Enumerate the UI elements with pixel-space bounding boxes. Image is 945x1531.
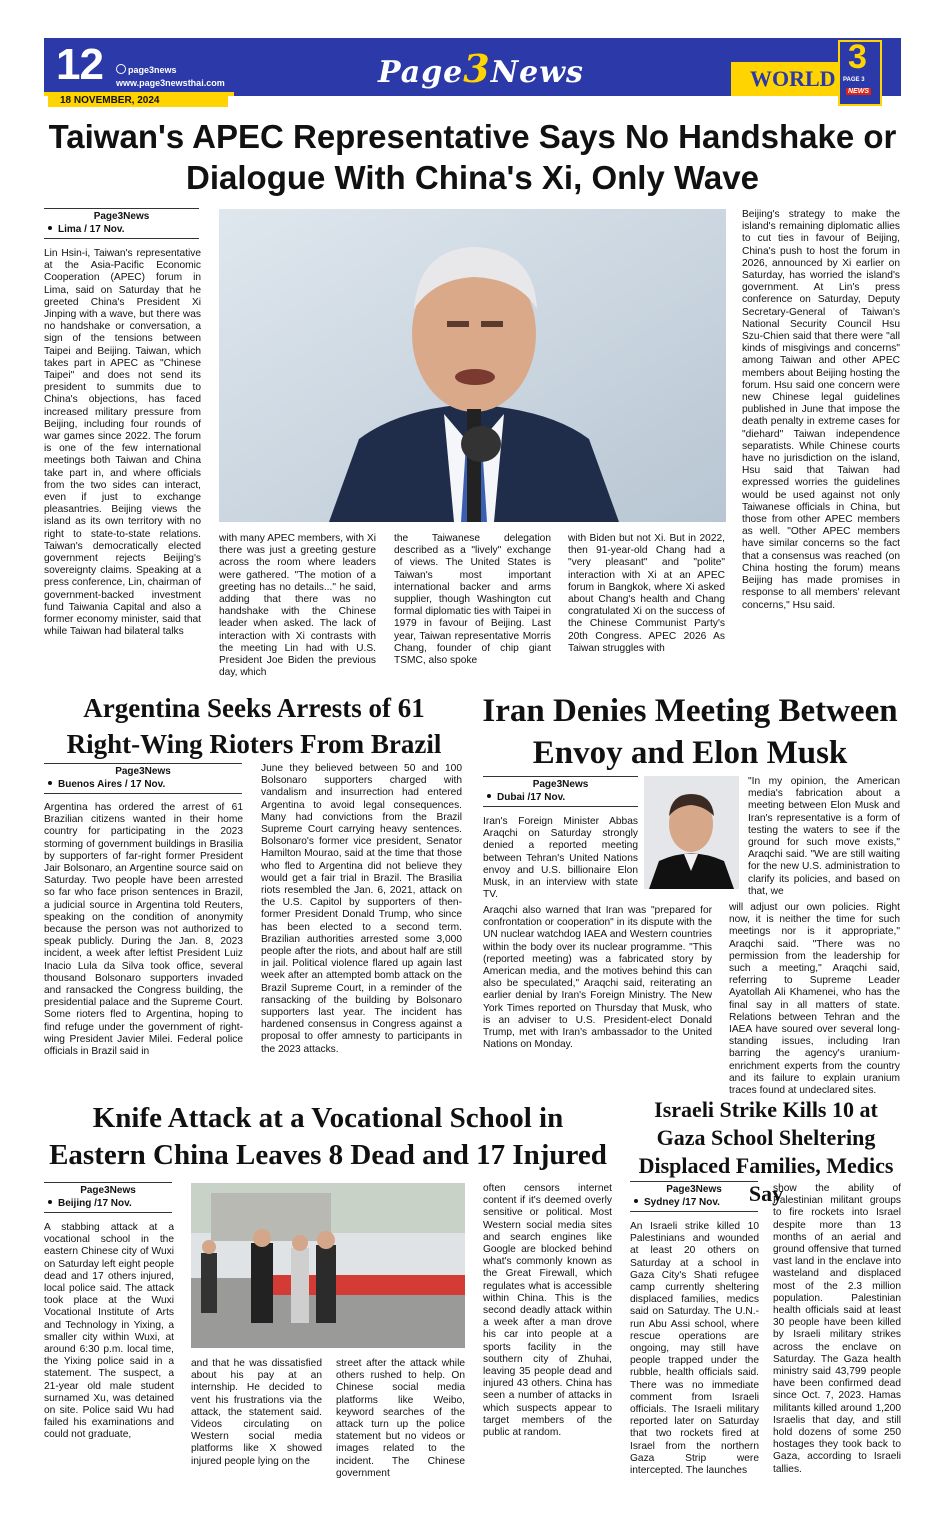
site-url[interactable]: www.page3newsthai.com [116, 78, 225, 88]
taiwan-col-3: the Taiwanese delegation described as a "lively" exchange of views. The United States is Taiwan's most important international backer and arms supplier, though Washington cut formal diplomatic ties with Taipei in 1979 in favour of Beijing. Last year, Taiwan representative Morris Chang, founder of chip giant TSMC, also spoke [394, 533, 551, 667]
iran-byline: Page3News Dubai /17 Nov. [483, 776, 638, 807]
iran-col-2: will adjust our own policies. Right now, it is neither the time for such meetings nor is it appropriate," Araqchi said. "There was no permission from the leadership for such a meeting," Araqchi said, referring to Supreme Leader Ayatollah Ali Khamenei, who has the final say in all matters of state. Relations between Tehran and the IAEA have soured over several long-standing issues, including Iran barring the agency's uranium-enrichment experts from the country and its failure to explain uranium traces found at undeclared sites. [729, 902, 900, 1097]
issue-date: 18 NOVEMBER, 2024 [48, 95, 228, 107]
page-number: 12 [56, 40, 103, 89]
gaza-byline: Page3News Sydney /17 Nov. [630, 1181, 758, 1212]
taiwan-col-4: with Biden but not Xi. But in 2022, then 91-year-old Chang had a "very pleasant" and "polite" interaction with Xi at an APEC forum in Bangkok, where Xi asked about Chang's health and Chang congratulated Xi on the success of the Chinese Communist Party's 20th Congress. APEC 2026 As Taiwan struggles with [568, 533, 725, 654]
masthead: Page3News [378, 46, 584, 91]
speaker-illustration [219, 209, 726, 522]
taiwan-col-5: Beijing's strategy to make the island's remaining diplomatic allies to cut ties in favour of Beijing, China's push to host the forum in 2026, announced by Xi earlier on Saturday, has worried the island's government. At Lin's press conference on Saturday, Deputy Secretary-General of Taiwan's National Security Council Hsu Szu-Chien said that there were "all kinds of misgivings and concerns" among Taiwan and other APEC members about Beijing hosting the forum. Hsu said one concern were new Chinese legal guidelines published in June that impose the death penalty in extreme cases for "diehard" Taiwan independence separatists. While Chinese courts have no jurisdiction on the island, Hsu said that Taiwan had expressed worries the guidelines would be used against not only Taiwanese officials in China, but those from other APEC members as well. "Other APEC members have similar concerns so the fact that a consensus was reached (on China hosting the forum) means Beijing has made promises in response to all members' relevant concerns," Hsu said. [742, 209, 900, 611]
gaza-col-1: An Israeli strike killed 10 Palestinians and wounded at least 20 others on Saturday at a school in Gaza City's Shati refugee camp currently sheltering displaced families, medics said on Saturday. The U.N.-run Abu Assi school, where rescue operations are ongoing, may still have people trapped under the rubble, health officials said. There was no immediate comment from Israeli officials. The Israeli military reported later on Saturday that two rockets fired at Israel from the northern Gaza Strip were intercepted. The launches [630, 1221, 759, 1477]
gaza-col-2: show the ability of Palestinian militant groups to fire rockets into Israel despite more than 13 months of an aerial and ground offensive that turned vast land in the enclave into wasteland and displaced most of the 2.3 million population. Palestinian health officials said at least 30 people have been killed by Israeli military strikes across the enclave on Saturday. The Gaza health ministry said 43,799 people have been confirmed dead since Oct. 7, 2023. Hamas militants killed around 1,200 Israelis that day, and still hold dozens of some 250 hostages they took back to Gaza, according to Israeli tallies. [773, 1183, 901, 1475]
section-label: WORLD [750, 66, 836, 91]
argentina-headline: Argentina Seeks Arrests of 61 Right-Wing Rioters From Brazil [66, 693, 442, 759]
taiwan-col-1: Lin Hsin-i, Taiwan's representative at the Asia-Pacific Economic Cooperation (APEC) forum in Lima, said on Saturday that he greeted China's President Xi Jinping with a wave, but there was no handshake or conversation, a sign of the tensions between Taipei and Beijing. Taiwan, which takes part in APEC as "Chinese Taipei" and does not send its president to summits due to China's objections, has faced increased military pressure from Beijing, including four rounds of war games since 2022. The forum is one of the few international meetings both Taiwan and China take part in, and where officials from the two sides can interact, even if just to exchange pleasantries. Beijing views the island as its own territory with no right to state-to-state relations. Taiwan's democratically elected government rejects Beijing's sovereignty claims. Speaking at a press conference, Lin, chairman of government-backed investment fund Taiwania Capital and also a former economy minister, said that while Taiwan had bilateral talks [44, 248, 201, 638]
school-scene-illustration [191, 1183, 465, 1348]
brand-logo: 3 PAGE 3 NEWS [838, 40, 882, 106]
taiwan-headline: Taiwan's APEC Representative Says No Handshake or Dialogue With China's Xi, Only Wave [48, 118, 897, 196]
argentina-col-1: Argentina has ordered the arrest of 61 Brazilian citizens wanted in their home country for participating in the 2023 storming of government buildings in Brasilia by supporters of far-right former President Jair Bolsonaro, an Argentine source said on Saturday. Two people have been arrested so far who face prison sentences in Brazil, a judicial source in Argentina told Reuters, speaking on the condition of anonymity because the person was not authorized to speak publicly. During the Jan. 8, 2023 incident, a week after leftist President Luiz Inacio Lula da Silva took office, several thousand Bolsonaro supporters invaded and ransacked the Congress building, the presidential palace and the Supreme Court. Some rioters fled to Argentina, hoping to find refuge under the government of right-wing President Javier Milei. Federal police officials in Brazil said in [44, 802, 243, 1058]
knife-byline: Page3News Beijing /17 Nov. [44, 1182, 172, 1213]
argentina-byline: Page3News Buenos Aires / 17 Nov. [44, 763, 242, 794]
knife-col-3: street after the attack while others rushed to help. On Chinese social media platforms like Weibo, keyword searches of the attack turn up the police statement but no videos or images related to the incident. The Chinese government [336, 1358, 465, 1479]
portrait-illustration [644, 776, 739, 889]
globe-icon [116, 64, 126, 74]
knife-col-4: often censors internet content if it's deemed overly sensitive or political. Most Western social media sites and search engines like Google are blocked behind what's commonly known as the Great Firewall, which regulates what is accessible within China. This is the second deadly attack within a week after a man drove his car into people at a sports facility in the southern city of Zhuhai, leaving 35 people dead and injured 43 others. China has seen a number of attacks in which suspects appear to target members of the public at random. [483, 1183, 612, 1439]
iran-photo [644, 776, 739, 889]
taiwan-photo [219, 209, 726, 522]
taiwan-col-2: with many APEC members, with Xi there was just a greeting gesture across the room where leaders were gathered. "The motion of a greeting has no details..." he said, adding that there was no handshake with the Chinese leader when asked. The lack of interaction with Xi contrasts with the meeting Lin had with U.S. President Joe Biden the previous day, which [219, 533, 376, 679]
gaza-headline: Israeli Strike Kills 10 at Gaza School Sheltering Displaced Families, Medics Say [638, 1097, 894, 1206]
iran-col-2-top: "In my opinion, the American media's fabrication about a meeting between Elon Musk and Iran's representative is a form of testing the waters to see if the ground for such move exists," Araqchi said. "We are still waiting for the new U.S. administration to clarify its policies, and based on that, we [748, 776, 900, 897]
knife-col-1: A stabbing attack at a vocational school in the eastern Chinese city of Wuxi on Saturday left eight people dead and 17 others injured, local police said. The attack took place at the Wuxi Vocational Institute of Arts and Technology in Yixing, a smaller city within Wuxi, at around 6:30 p.m. local time, the Yixing police said in a statement. The suspect, a 21-year old male student surnamed Xu, was detained on site. Police said Wu had failed his examinations and could not graduate, [44, 1222, 174, 1441]
iran-headline: Iran Denies Meeting Between Envoy and Elon Musk [482, 693, 898, 771]
knife-photo [191, 1183, 465, 1348]
argentina-col-2: June they believed between 50 and 100 Bolsonaro supporters charged with vandalism and insurrection had entered Argentina to avoid legal consequences. Many had convictions from the Brazil Supreme Court carrying heavy sentences. Bolsonaro's former vice president, Senator Hamilton Mourao, said at the time that those who fled to Argentina did not believe they would get a fair trial in Brazil. The Brasilia riots resembled the Jan. 6, 2021, attack on the U.S. Capitol by supporters of then-former President Donald Trump, who since has been elected to a second term. Brazilian authorities arrested some 3,000 people after the riots, and about half are still in jail. Political violence flared up again last week after an attempted bomb attack on the Brazil Supreme Court, in a reminder of the ransacking of the building by Bolsonaro supporters last year. The incident has hardened consensus in Congress against a proposal to offer amnesty to participants in the 2023 attacks. [261, 763, 462, 1055]
knife-col-2: and that he was dissatisfied about his pay at an internship. He decided to vent his frustrations via the attack, the statement said. Videos circulating on Western social media platforms like X showed injured people lying on the [191, 1358, 322, 1467]
taiwan-byline: Page3News Lima / 17 Nov. [44, 208, 199, 239]
iran-col-1: Araqchi also warned that Iran was "prepared for confrontation or cooperation" in its dispute with the UN nuclear watchdog IAEA and Western countries within the body over its nuclear programme. "This (reported meeting) was a fabricated story by American media, and the motives behind this can also be speculated," Araqchi said, reiterating an earlier denial by Iran's Foreign Ministry. The New York Times reported on Thursday that Musk, who is an adviser to U.S. President-elect Donald Trump, met with Iran's ambassador to the United Nations on Monday. [483, 905, 712, 1051]
iran-col-1-top: Iran's Foreign Minister Abbas Araqchi on Saturday strongly denied a reported meeting between Tehran's United Nations envoy and U.S. billionaire Elon Musk, in an interview with state TV. [483, 816, 638, 901]
site-name: page3news [116, 64, 177, 75]
knife-headline: Knife Attack at a Vocational School in Eastern China Leaves 8 Dead and 17 Injured [49, 1102, 607, 1171]
